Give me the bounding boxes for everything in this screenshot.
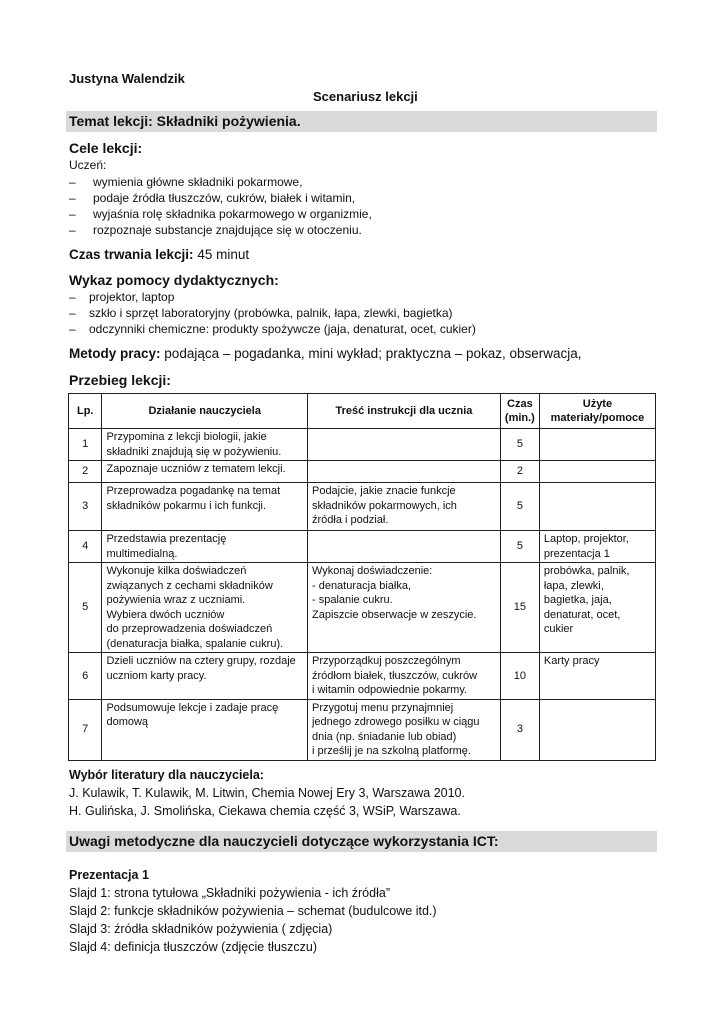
cell-text-line: do przeprowadzenia doświadczeń (106, 623, 273, 635)
cell-text-line: denaturat, ocet, (543, 608, 621, 621)
cell-student (307, 531, 500, 563)
cell-student (307, 699, 500, 760)
list-item: – odczynniki chemiczne: produkty spożywcze (jaja, denaturat, ocet, cukier) (69, 322, 476, 336)
cell-student (307, 461, 500, 483)
table-row (69, 531, 656, 563)
list-item: – szkło i sprzęt laboratoryjny (probówka, palnik, łapa, zlewki, bagietka) (69, 306, 453, 320)
col-header-time: Czas (min.) (500, 394, 539, 429)
cell-text-line: i prześlij je na szkolną platformę. (311, 745, 471, 757)
cell-text-line: składników pokarmu i ich funkcji. (106, 499, 267, 512)
cell-teacher (102, 461, 308, 483)
list-item: – podaje źródła tłuszczów, cukrów, białek i witamin, (69, 191, 356, 205)
cell-text-line: cukier (543, 623, 574, 635)
duration-line (69, 247, 249, 262)
cell-text-line: i witamin odpowiednie pokarmy. (311, 684, 468, 696)
duration-label: Czas trwania lekcji: (69, 247, 194, 262)
cell-text-line: Przyporządkuj poszczególnym (311, 655, 461, 667)
cell-text-line: probówka, palnik, (543, 565, 630, 577)
table-row (69, 653, 656, 700)
author-name: Justyna Walendzik (69, 71, 185, 86)
cell-materials (539, 699, 655, 760)
list-item: – wymienia główne składniki pokarmowe, (69, 175, 303, 189)
cell-text-line: Wykonaj doświadczenie: (311, 565, 433, 577)
cell-lp: 3 (69, 483, 102, 531)
goals-intro: Uczeń: (69, 158, 107, 172)
cell-text-line: Zapoznaje uczniów z tematem lekcji. (106, 463, 286, 475)
document-title: Scenariusz lekcji (313, 89, 418, 104)
cell-lp: 5 (69, 563, 102, 653)
cell-text-line: multimedialną. (106, 547, 178, 560)
cell-lp: 2 (69, 461, 102, 483)
slide-item: Slajd 2: funkcje składników pożywienia – schemat (budulcowe itd.) (69, 904, 437, 918)
cell-text-line: Podsumowuje lekcje i zadaje pracę (106, 701, 279, 714)
cell-time: 3 (500, 699, 539, 760)
cell-student (307, 483, 500, 531)
table-row (69, 461, 656, 483)
goals-list (69, 174, 372, 238)
cell-text-line: składników pokarmowych, ich (311, 499, 457, 512)
ict-notes-band: Uwagi metodyczne dla nauczycieli dotyczące wykorzystania ICT: (66, 831, 657, 852)
cell-text-line: Zapiszcie obserwacje w zeszycie. (311, 608, 477, 621)
cell-materials (539, 429, 655, 461)
cell-text-line: Podajcie, jakie znacie funkcje (311, 485, 456, 497)
cell-materials (539, 461, 655, 483)
cell-text-line: - spalanie cukru. (311, 594, 393, 606)
cell-lp: 4 (69, 531, 102, 563)
table-row (69, 483, 656, 531)
cell-student (307, 429, 500, 461)
cell-student (307, 653, 500, 700)
cell-teacher (102, 531, 308, 563)
col-header-materials: Użyte materiały/pomoce (539, 394, 655, 429)
cell-text-line: pożywienia wraz z uczniami. (106, 594, 246, 606)
col-header-teacher: Działanie nauczyciela (102, 394, 308, 429)
cell-text-line: Przeprowadza pogadankę na temat (106, 485, 281, 497)
col-header-lp: Lp. (69, 394, 102, 429)
literature-item: H. Gulińska, J. Smolińska, Ciekawa chemia część 3, WSiP, Warszawa. (69, 804, 461, 818)
cell-time: 5 (500, 429, 539, 461)
literature-item: J. Kulawik, T. Kulawik, M. Litwin, Chemia Nowej Ery 3, Warszawa 2010. (69, 786, 465, 800)
table-row (69, 563, 656, 653)
cell-text-line: Laptop, projektor, (543, 533, 629, 545)
cell-text-line: składniki znajdują się w pożywieniu. (106, 445, 282, 458)
lesson-table (68, 393, 656, 761)
presentation-heading: Prezentacja 1 (69, 868, 149, 882)
cell-text-line: związanych z cechami składników (106, 579, 273, 592)
cell-text-line: łapa, zlewki, (543, 579, 604, 592)
cell-teacher (102, 429, 308, 461)
cell-text-line: Przedstawia prezentację (106, 533, 227, 545)
cell-teacher (102, 563, 308, 653)
cell-text-line: domową (106, 716, 149, 728)
cell-text-line: Wykonuje kilka doświadczeń (106, 565, 247, 577)
cell-materials (539, 531, 655, 563)
cell-materials (539, 653, 655, 700)
cell-time: 10 (500, 653, 539, 700)
table-row (69, 429, 656, 461)
cell-text-line: Dzieli uczniów na cztery grupy, rozdaje (106, 655, 296, 667)
cell-text-line: źródła i podział. (311, 514, 389, 526)
cell-text-line: źródłom białek, tłuszczów, cukrów (311, 669, 478, 682)
cell-time: 5 (500, 531, 539, 563)
cell-text-line: uczniom karty pracy. (106, 669, 207, 682)
col-header-student: Treść instrukcji dla ucznia (307, 394, 500, 429)
aids-heading: Wykaz pomocy dydaktycznych: (69, 272, 279, 288)
cell-time: 2 (500, 461, 539, 483)
methods-value: podająca – pogadanka, mini wykład; praktyczna – pokaz, obserwacja, (164, 346, 582, 361)
list-item: – projektor, laptop (69, 290, 175, 304)
presentation-section (69, 866, 437, 956)
slide-item: Slajd 4: definicja tłuszczów (zdjęcie tłuszczu) (69, 940, 318, 954)
table-header-row (69, 394, 656, 429)
literature-heading: Wybór literatury dla nauczyciela: (69, 768, 264, 782)
cell-text-line: prezentacja 1 (543, 547, 610, 560)
cell-text-line: Karty pracy (543, 655, 600, 667)
cell-time: 15 (500, 563, 539, 653)
cell-text-line: - denaturacja białka, (311, 579, 412, 592)
list-item: – rozpoznaje substancje znajdujące się w otoczeniu. (69, 223, 362, 237)
course-heading: Przebieg lekcji: (69, 372, 171, 388)
duration-value: 45 minut (197, 247, 250, 262)
cell-text-line: (denaturacja białka, spalanie cukru). (106, 637, 284, 650)
cell-text-line: jednego zdrowego posiłku w ciągu (311, 716, 480, 728)
slide-item: Slajd 3: źródła składników pożywienia ( zdjęcia) (69, 922, 333, 936)
cell-time: 5 (500, 483, 539, 531)
cell-text-line: Wybiera dwóch uczniów (106, 608, 225, 621)
table-body (69, 429, 656, 761)
goals-heading: Cele lekcji: (69, 140, 143, 156)
cell-lp: 7 (69, 699, 102, 760)
slide-item: Slajd 1: strona tytułowa „Składniki pożywienia - ich źródła” (69, 886, 390, 900)
cell-text-line: bagietka, jaja, (543, 594, 612, 606)
cell-materials (539, 483, 655, 531)
cell-text-line: dnia (np. śniadanie lub obiad) (311, 730, 457, 743)
cell-teacher (102, 653, 308, 700)
cell-text-line: Przypomina z lekcji biologii, jakie (106, 431, 267, 443)
table-row (69, 699, 656, 760)
cell-materials (539, 563, 655, 653)
cell-teacher (102, 483, 308, 531)
cell-text-line: Przygotuj menu przynajmniej (311, 701, 454, 714)
cell-lp: 6 (69, 653, 102, 700)
lesson-topic-band: Temat lekcji: Składniki pożywienia. (66, 111, 657, 132)
literature-section (69, 766, 465, 820)
aids-list (69, 289, 476, 337)
list-item: – wyjaśnia rolę składnika pokarmowego w organizmie, (69, 207, 372, 221)
methods-line (69, 346, 582, 361)
cell-teacher (102, 699, 308, 760)
methods-label: Metody pracy: (69, 346, 161, 361)
cell-student (307, 563, 500, 653)
cell-lp: 1 (69, 429, 102, 461)
